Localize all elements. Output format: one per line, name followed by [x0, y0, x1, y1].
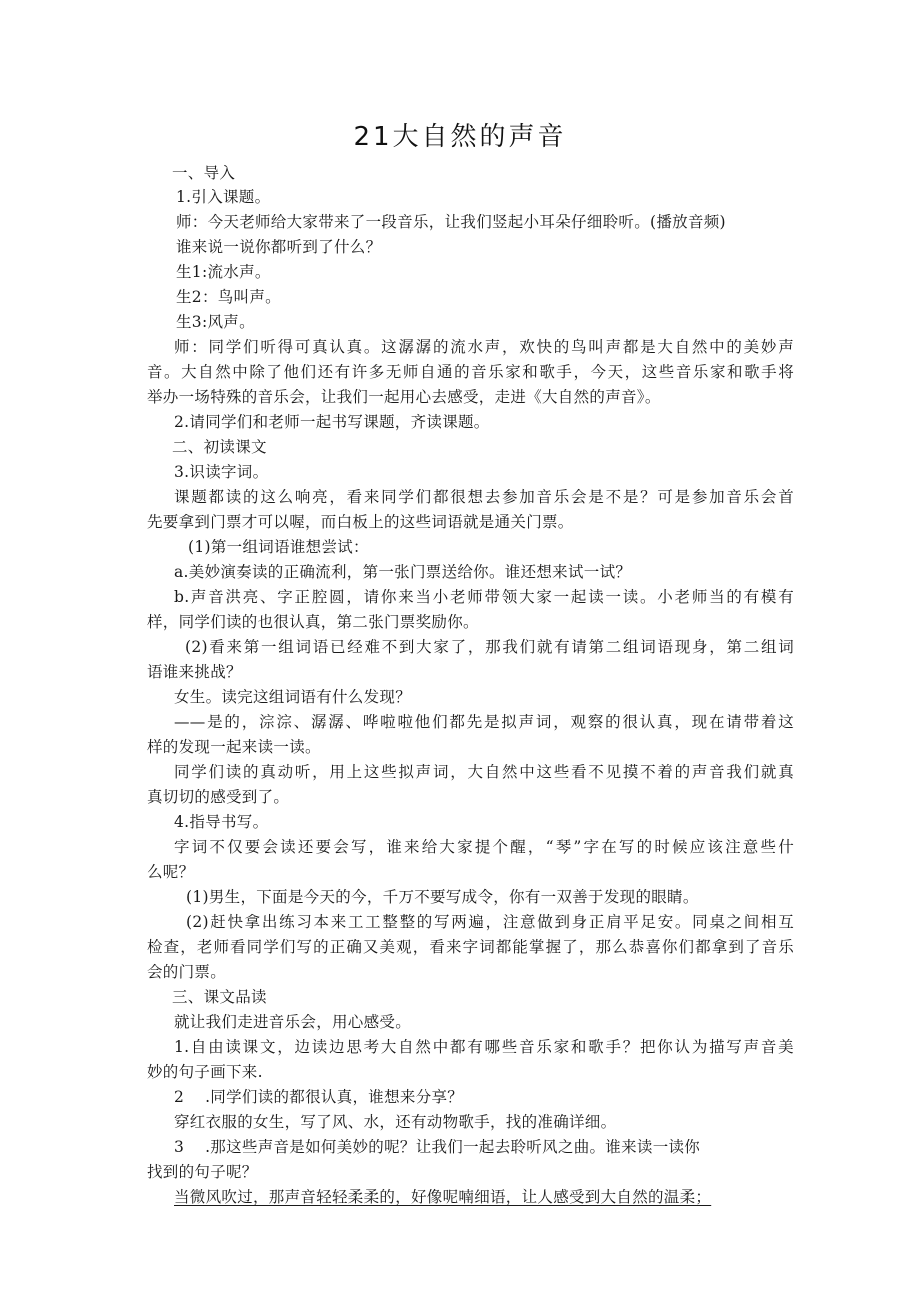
text-line: 么呢？	[147, 863, 195, 881]
heading-text-appreciation: 三、课文品读	[172, 988, 267, 1006]
underlined-sentence: 当微风吹过，那声音轻轻柔柔的，好像呢喃细语，让人感受到大自然的温柔；	[174, 1188, 712, 1206]
text-line: 4.指导书写。	[174, 813, 269, 831]
text-line: 样，同学们读的也很认真，第二张门票奖励你。	[147, 613, 479, 631]
text-line: 1.自由读课文，边读边思考大自然中都有哪些音乐家和歌手？把你认为描写声音美	[174, 1038, 794, 1056]
text-line: 会的门票。	[147, 963, 227, 981]
text-line: 字词不仅要会读还要会写，谁来给大家提个醒，“琴”字在写的时候应该注意些什	[174, 838, 794, 856]
text-line: a.美妙演奏读的正确流利，第一张门票送给你。谁还想来试一试？	[174, 563, 632, 581]
text-line: (2)看来第一组词语已经难不到大家了，那我们就有请第二组词语现身，第二组词	[185, 638, 794, 656]
text-line: 妙的句子画下来.	[147, 1063, 263, 1081]
text-line: 2 .同学们读的都很认真，谁想来分享？	[174, 1088, 464, 1106]
text-line: 同学们读的真动听，用上这些拟声词，大自然中这些看不见摸不着的声音我们就真	[174, 763, 794, 781]
text-line: 谁来说一说你都听到了什么？	[176, 238, 382, 256]
text-line: 生1:流水声。	[176, 263, 271, 281]
text-line: 真切切的感受到了。	[147, 788, 290, 806]
text-line: 就让我们走进音乐会，用心感受。	[174, 1013, 412, 1031]
text-line: 穿红衣服的女生，写了风、水，还有动物歌手，找的准确详细。	[174, 1113, 617, 1131]
text-line: 语谁来挑战？	[147, 663, 242, 681]
text-line: 样的发现一起来读一读。	[147, 738, 321, 756]
text-line: 1.引入课题。	[176, 188, 271, 206]
text-line: 师：同学们听得可真认真。这潺潺的流水声，欢快的鸟叫声都是大自然中的美妙声	[174, 338, 794, 356]
heading-first-reading: 二、初读课文	[172, 438, 267, 456]
text-line: 检查，老师看同学们写的正确又美观，看来字词都能掌握了，那么恭喜你们都拿到了音乐	[147, 938, 794, 956]
text-line: ——是的，淙淙、潺潺、哗啦啦他们都先是拟声词，观察的很认真，现在请带着这	[174, 713, 794, 731]
text-line: 师：今天老师给大家带来了一段音乐，让我们竖起小耳朵仔细聆听。(播放音频)	[176, 213, 726, 231]
text-line: 举办一场特殊的音乐会，让我们一起用心去感受，走进《大自然的声音》。	[147, 388, 661, 406]
text-line: 3 .那这些声音是如何美妙的呢？让我们一起去聆听风之曲。谁来读一读你	[174, 1138, 701, 1156]
text-line: 生2：鸟叫声。	[176, 288, 281, 306]
text-line: 先要拿到门票才可以喔，而白板上的这些词语就是通关门票。	[147, 513, 574, 531]
heading-intro: 一、导入	[172, 164, 236, 182]
text-line: 音。大自然中除了他们还有许多无师自通的音乐家和歌手，今天，这些音乐家和歌手将	[147, 363, 794, 381]
text-line: 女生。读完这组词语有什么发现？	[174, 688, 412, 706]
text-line: (2)赶快拿出练习本来工工整整的写两遍，注意做到身正肩平足安。同桌之间相互	[186, 913, 794, 931]
text-line: 3.识读字词。	[174, 463, 269, 481]
text-line: 2.请同学们和老师一起书写课题，齐读课题。	[174, 413, 490, 431]
page-title: 21大自然的声音	[353, 122, 567, 152]
text-line: (1)第一组词语谁想尝试：	[188, 538, 369, 556]
text-line: b.声音洪亮、字正腔圆，请你来当小老师带领大家一起读一读。小老师当的有模有	[174, 588, 794, 606]
text-line: 找到的句子呢？	[147, 1163, 258, 1181]
text-line: (1)男生，下面是今天的今，千万不要写成令，你有一双善于发现的眼睛。	[186, 888, 699, 906]
text-line: 课题都读的这么响亮，看来同学们都很想去参加音乐会是不是？可是参加音乐会首	[174, 488, 794, 506]
text-line: 生3:风声。	[176, 313, 255, 331]
